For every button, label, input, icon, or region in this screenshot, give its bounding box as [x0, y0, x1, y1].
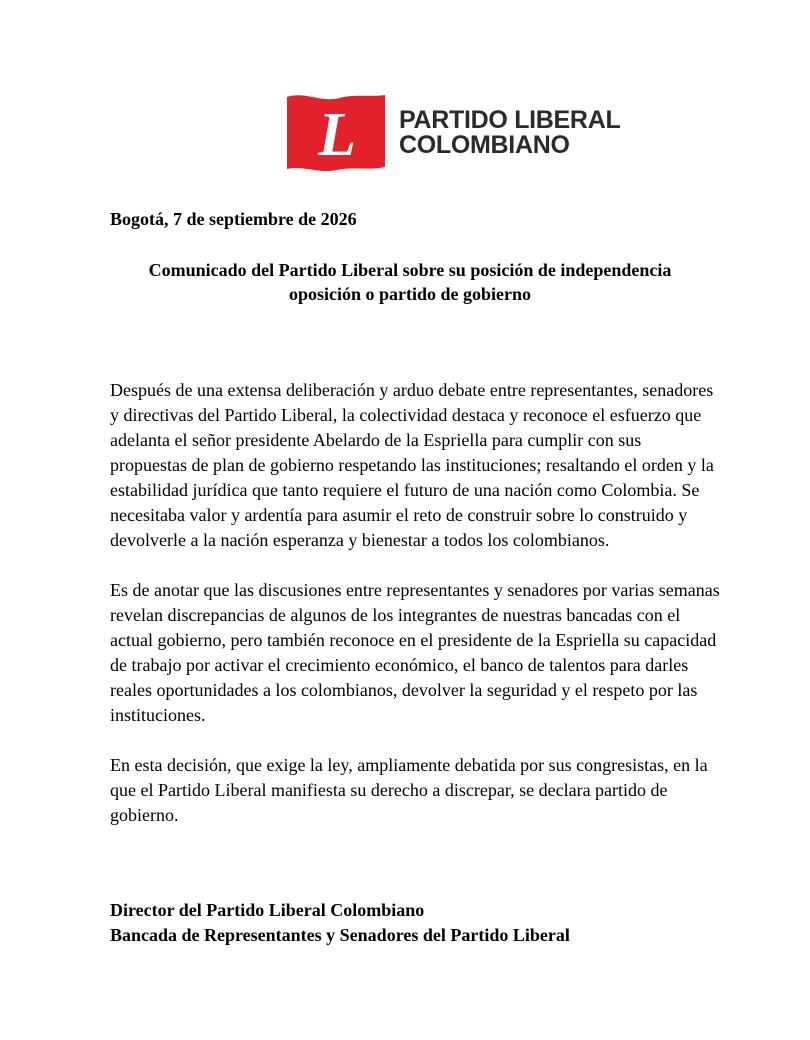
logo-letter: L: [318, 101, 356, 169]
document-body: [110, 378, 720, 853]
paragraph-2: Es de anotar que las discusiones entre representantes y senadores por varias semanas revelan discrepancias de algunos de los integrantes de nuestras bancadas con el actual gobierno, pero también reconoce en el presidente de la Espriella su capacidad de trabajo por activar el crecimiento económico, el banco de talentos para darles reales oportunidades a los colombianos, devolver la seguridad y el respeto por las instituciones.: [110, 580, 720, 725]
party-name: [399, 108, 620, 158]
paragraph-1: Después de una extensa deliberación y arduo debate entre representantes, senadores y directivas del Partido Liberal, la colectividad destaca y reconoce el esfuerzo que adelanta el señor presidente Abelardo de la Espriella para cumplir con sus propuestas de plan de gobierno respetando las instituciones; resaltando el orden y la estabilidad jurídica que tanto requiere el futuro de una nación como Colombia. Se necesitaba valor y ardentía para asumir el reto de construir sobre lo construido y devolverle a la nación esperanza y bienestar a todos los colombianos.: [110, 380, 714, 550]
title-line-1: Comunicado del Partido Liberal sobre su posición de independencia: [148, 260, 672, 280]
party-header: [287, 93, 620, 173]
title-line-2: oposición o partido de gobierno: [288, 284, 532, 304]
party-name-line-1: PARTIDO LIBERAL: [399, 106, 621, 134]
signature-block: [110, 898, 570, 948]
paragraph-3: En esta decisión, que exige la ley, ampliamente debatida por sus congresistas, en la que el Partido Liberal manifiesta su derecho a discrepar, se declara partido de gobierno.: [110, 755, 708, 825]
signature-line-1: Director del Partido Liberal Colombiano: [110, 900, 425, 920]
party-name-line-2: COLOMBIANO: [399, 131, 570, 159]
party-flag-logo: [287, 93, 385, 173]
place-date: Bogotá, 7 de septiembre de 2026: [110, 209, 357, 229]
document-title: [110, 258, 710, 306]
signature-line-2: Bancada de Representantes y Senadores del Partido Liberal: [110, 925, 570, 945]
